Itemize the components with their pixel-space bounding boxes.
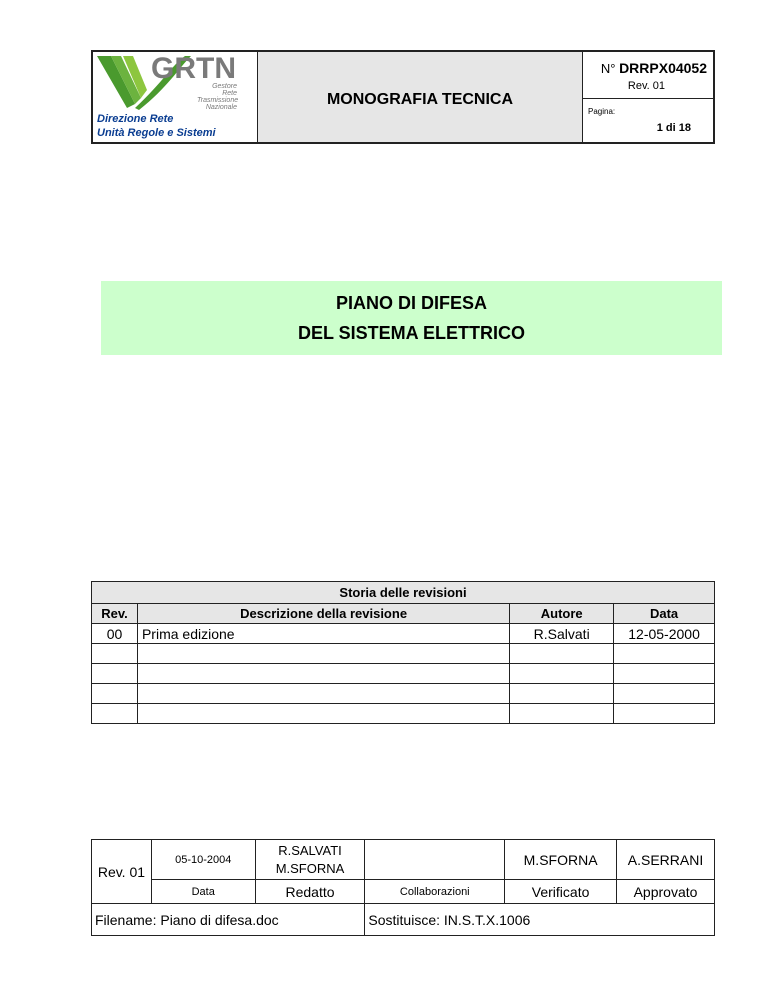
table-row [92, 684, 715, 704]
cell-description: Prima edizione [137, 624, 509, 644]
page-label: Pagina: [588, 107, 616, 116]
cell-date [614, 704, 715, 724]
col-header-date: Data [614, 604, 715, 624]
cell-date [614, 684, 715, 704]
footer-date-value: 05-10-2004 [151, 840, 255, 880]
logo-sub-2: Rete [222, 90, 237, 97]
cell-description [137, 684, 509, 704]
cell-author [510, 644, 614, 664]
document-title [101, 281, 722, 355]
table-row [92, 644, 715, 664]
footer-filename: Filename: Piano di difesa.doc [92, 904, 365, 936]
footer-collab-label: Collaborazioni [365, 880, 505, 904]
logo-cell [93, 52, 258, 142]
footer-verified-value: M.SFORNA [505, 840, 617, 880]
page-value: 1 di 18 [656, 122, 691, 134]
cell-author [510, 664, 614, 684]
table-row [92, 704, 715, 724]
title-line-1: PIANO DI DIFESA [335, 293, 487, 313]
cell-rev: 00 [92, 624, 138, 644]
drafted-by-2: M.SFORNA [275, 860, 345, 876]
cell-description [137, 664, 509, 684]
footer-approved-value: A.SERRANI [617, 840, 715, 880]
approval-table [91, 839, 715, 936]
col-header-author: Autore [510, 604, 614, 624]
doc-type: MONOGRAFIA TECNICA [326, 91, 514, 108]
footer-approved-label: Approvato [617, 880, 715, 904]
table-row [92, 624, 715, 644]
table-row [92, 664, 715, 684]
doc-number-value: DRRPX04052 [619, 60, 707, 76]
logo-sub-1: Gestore [212, 83, 237, 90]
cell-rev [92, 684, 138, 704]
title-line-2: DEL SISTEMA ELETTRICO [297, 323, 525, 343]
logo-sub-3: Trasmissione [197, 97, 239, 104]
cell-rev [92, 664, 138, 684]
footer-replaces: Sostituisce: IN.S.T.X.1006 [365, 904, 715, 936]
col-header-description: Descrizione della revisione [137, 604, 509, 624]
doc-info-cell [583, 52, 713, 142]
doc-number [601, 60, 707, 76]
svg-text:GRTN: GRTN [151, 52, 236, 85]
cell-description [137, 704, 509, 724]
footer-date-label: Data [151, 880, 255, 904]
col-header-rev: Rev. [92, 604, 138, 624]
department-line-1: Direzione Rete [97, 113, 174, 125]
cell-author: R.Salvati [510, 624, 614, 644]
footer-collab-value [365, 840, 505, 880]
revision-history-table [91, 581, 715, 724]
revision-history-caption: Storia delle revisioni [92, 582, 715, 604]
divider [583, 98, 713, 99]
logo-sub-4: Nazionale [205, 104, 237, 111]
doc-revision: Rev. 01 [627, 80, 665, 92]
doc-number-prefix: N° [600, 61, 616, 76]
cell-date [614, 664, 715, 684]
document-header [91, 50, 715, 144]
department-line-2: Unità Regole e Sistemi [97, 127, 216, 139]
cell-description [137, 644, 509, 664]
cell-rev [92, 644, 138, 664]
footer-verified-label: Verificato [505, 880, 617, 904]
cell-author [510, 704, 614, 724]
cell-date [614, 644, 715, 664]
cell-rev [92, 704, 138, 724]
footer-rev: Rev. 01 [92, 840, 152, 904]
footer-drafted-label: Redatto [255, 880, 365, 904]
doc-type-cell [258, 52, 583, 142]
cell-date: 12-05-2000 [614, 624, 715, 644]
drafted-by-1: R.SALVATI [278, 842, 342, 858]
cell-author [510, 684, 614, 704]
footer-drafted-value [255, 840, 365, 880]
